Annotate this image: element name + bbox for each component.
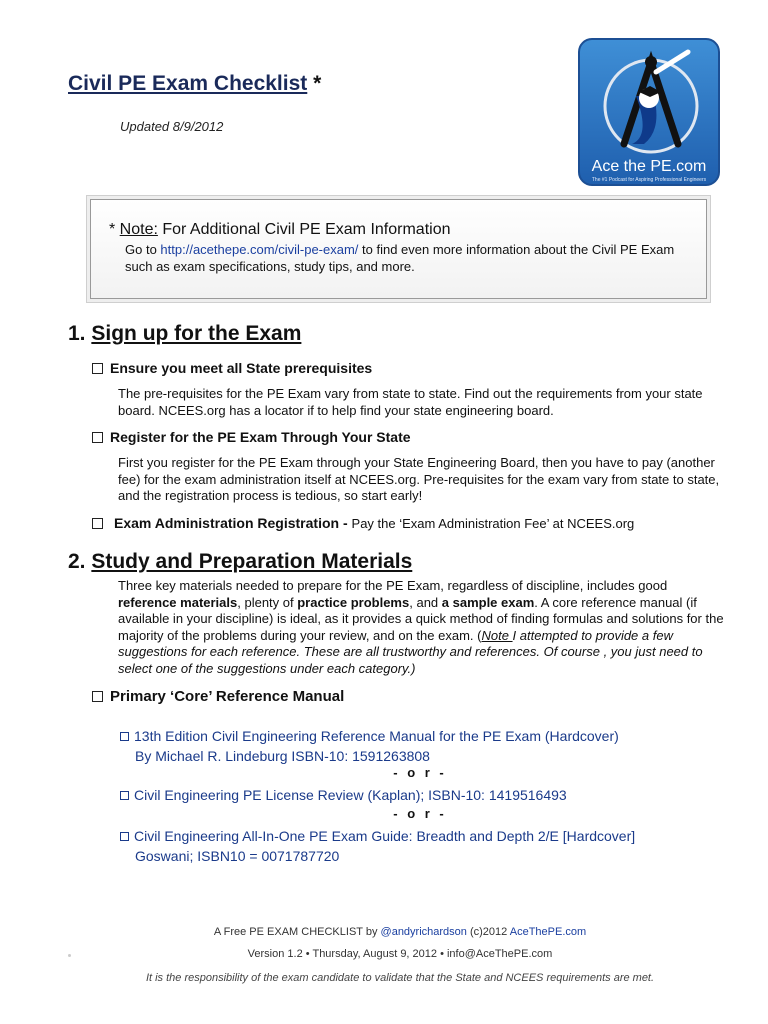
updated-date: Updated 8/9/2012 — [120, 119, 224, 134]
item-dash: - — [339, 515, 352, 531]
note-body-before: Go to — [125, 242, 161, 257]
reference-author: Goswani; ISBN10 = 0071787720 — [135, 848, 340, 864]
checklist-item-register-state[interactable] — [92, 429, 411, 445]
note-box — [90, 199, 707, 299]
prerequisites-description: The pre-requisites for the PE Exam vary from state to state. Find out the requirements from your state board. NCEES.org has a locator if to help find your state engineering board. — [118, 386, 703, 418]
page-title — [68, 72, 321, 96]
footer-text: A Free PE EXAM CHECKLIST by — [213, 926, 381, 938]
site-link[interactable]: AceThePE.com — [509, 926, 587, 938]
section-2-title: Study and Preparation Materials — [91, 550, 413, 573]
study-materials-intro — [118, 578, 728, 677]
intro-note-label: Note — [481, 627, 513, 643]
acethepe-logo — [578, 38, 720, 186]
intro-text: , and — [409, 594, 442, 610]
reference-author: By Michael R. Lindeburg ISBN-10: 1591263808 — [135, 748, 430, 764]
intro-bold-practice: practice problems — [297, 594, 410, 610]
reference-item-1[interactable] — [120, 726, 619, 766]
checklist-item-exam-admin[interactable] — [92, 515, 634, 531]
checkbox-icon[interactable] — [92, 432, 103, 443]
reference-item-2[interactable] — [120, 785, 567, 805]
twitter-handle-link[interactable]: @andyrichardson — [380, 926, 467, 938]
intro-bold-sample: a sample exam — [441, 594, 535, 610]
intro-note-text: I attempted to provide a few suggestions for each reference. These are all trustworthy and references. Of course , you just need to select one of the suggestions under each category.) — [118, 627, 703, 676]
page-title-text: Civil PE Exam Checklist — [68, 72, 308, 95]
or-separator: - o r - — [393, 806, 447, 821]
note-label: Note: — [119, 221, 158, 238]
section-2-heading — [68, 550, 412, 574]
intro-bold-reference: reference materials — [118, 594, 238, 610]
section-1-number: 1. — [68, 322, 92, 345]
note-body-after: to find even more information about the Civil PE Exam such as exam specifications, study tips, and more. — [125, 242, 675, 274]
or-separator: - o r - — [393, 765, 447, 780]
checkbox-icon[interactable] — [120, 832, 129, 841]
reference-item-3[interactable] — [120, 826, 635, 866]
checkbox-icon[interactable] — [92, 363, 103, 374]
checklist-item-label: Ensure you meet all State prerequisites — [110, 360, 373, 376]
checklist-item-label: Primary ‘Core’ Reference Manual — [110, 688, 345, 705]
intro-text: Three key materials needed to prepare for the PE Exam, regardless of discipline, includes good — [118, 578, 668, 593]
checkbox-icon[interactable] — [120, 732, 129, 741]
reference-title[interactable]: 13th Edition Civil Engineering Reference Manual for the PE Exam (Hardcover) — [134, 728, 619, 744]
checklist-item-prerequisites[interactable] — [92, 360, 372, 376]
intro-text: , plenty of — [237, 594, 298, 610]
footer-credit — [0, 926, 768, 938]
note-body — [125, 241, 685, 275]
reference-title[interactable]: Civil Engineering PE License Review (Kaplan); ISBN-10: 1419516493 — [134, 787, 567, 803]
checkbox-icon[interactable] — [92, 691, 103, 702]
logo-tagline: The #1 Podcast for Aspiring Professional Engineers — [591, 177, 707, 183]
footer-disclaimer: It is the responsibility of the exam candidate to validate that the State and NCEES requirements are met. — [145, 972, 655, 984]
civil-pe-exam-link[interactable]: http://acethepe.com/civil-pe-exam/ — [160, 242, 359, 257]
section-1-heading — [68, 322, 301, 346]
register-description: First you register for the PE Exam through your State Engineering Board, then you have to pay (another fee) for the exam administration itself at NCEES.org. Pre-requisites for the exam vary from state to state, and the registration process is tedious, so start early! — [118, 455, 720, 503]
reference-title[interactable]: Civil Engineering All-In-One PE Exam Guide: Breadth and Depth 2/E [Hardcover] — [134, 828, 636, 844]
section-2-number: 2. — [68, 550, 92, 573]
section-1-title: Sign up for the Exam — [91, 322, 302, 345]
note-heading-text: For Additional Civil PE Exam Information — [157, 221, 451, 238]
exam-admin-description: Pay the ‘Exam Administration Fee’ at NCEES.org — [351, 516, 635, 531]
title-asterisk: * — [307, 72, 322, 95]
note-heading — [109, 221, 450, 239]
footer-text: (c)2012 — [466, 926, 510, 938]
footer-version: Version 1.2 • Thursday, August 9, 2012 • info@AceThePE.com — [247, 948, 553, 960]
checklist-item-core-reference[interactable] — [92, 688, 344, 705]
intro-text: . A core reference manual (if available in your discipline) is ideal, as it provides a quick method of finding formulas and solutions for the majority of the problems during your review, and on the exam. ( — [118, 594, 724, 643]
checklist-item-label: Register for the PE Exam Through Your State — [110, 429, 411, 445]
note-prefix: * — [109, 221, 120, 238]
checkbox-icon[interactable] — [92, 518, 103, 529]
checklist-item-label: Exam Administration Registration — [114, 515, 340, 531]
logo-text: Ace the PE.com — [591, 158, 707, 175]
checkbox-icon[interactable] — [120, 791, 129, 800]
